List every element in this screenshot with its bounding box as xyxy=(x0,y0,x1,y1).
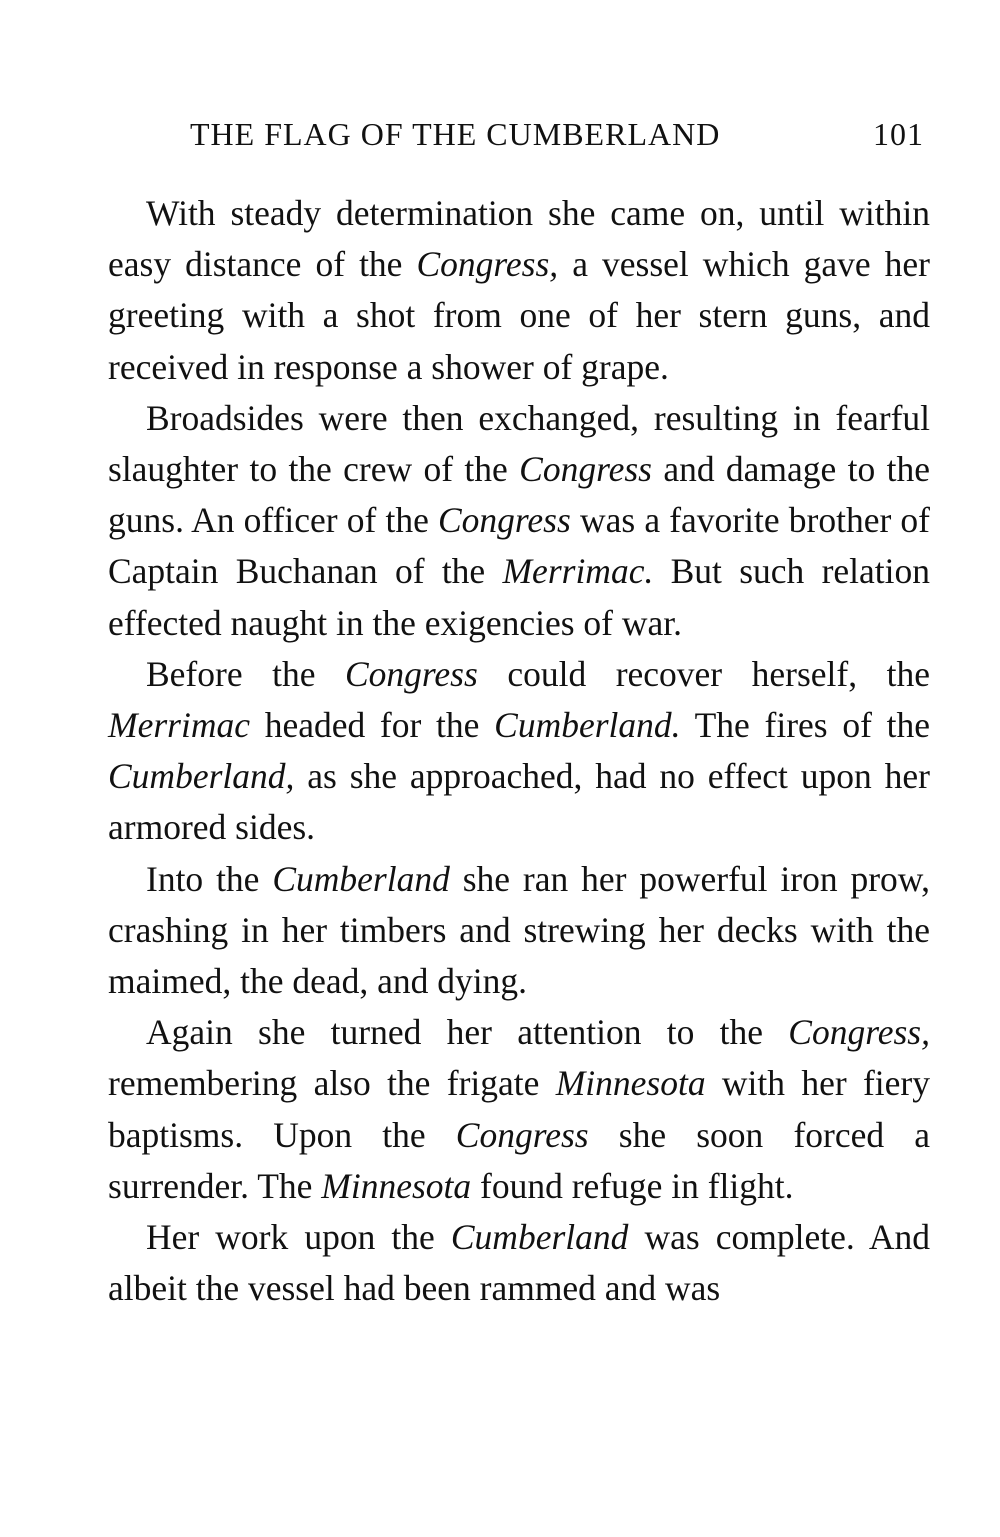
italic-ship-name: Cumberland xyxy=(272,858,450,899)
paragraph xyxy=(108,393,930,649)
text-run: Her work upon the xyxy=(146,1217,451,1258)
text-run: with her fiery baptisms. Upon the xyxy=(108,1063,930,1155)
text-run: was complete. And albeit the vessel had been rammed and was xyxy=(108,1217,930,1309)
text-run: With steady determination she came on, until within easy distance of the xyxy=(108,193,930,285)
text-run: could recover herself, the xyxy=(477,653,930,694)
text-run: she soon forced a surrender. The xyxy=(108,1114,930,1206)
text-run: Again she turned her attention to the xyxy=(146,1012,789,1053)
italic-ship-name: Congress xyxy=(455,1114,589,1155)
italic-ship-name: Minnesota xyxy=(555,1063,706,1104)
paragraph xyxy=(108,188,930,393)
italic-ship-name: Congress xyxy=(344,653,478,694)
running-head xyxy=(190,116,930,156)
italic-ship-name: Cumberland. xyxy=(494,705,681,746)
text-run: But such relation effected naught in the exigencies of war. xyxy=(108,551,930,643)
text-run: Before the xyxy=(146,653,345,694)
paragraph xyxy=(108,1212,930,1314)
paragraph xyxy=(108,1007,930,1212)
italic-ship-name: Congress, xyxy=(416,244,559,285)
italic-ship-name: Merrimac xyxy=(108,705,250,746)
italic-ship-name: Merrimac. xyxy=(502,551,654,592)
italic-ship-name: Cumberland xyxy=(450,1217,629,1258)
text-run: The fires of the xyxy=(680,705,930,746)
text-run: remembering also the frigate xyxy=(108,1063,556,1104)
text-run: as she approached, had no effect upon her armored sides. xyxy=(108,756,930,848)
italic-ship-name: Congress xyxy=(438,500,571,541)
italic-ship-name: Minnesota xyxy=(321,1165,472,1206)
text-run: a vessel which gave her greeting with a shot from one of her stern guns, and received in response a shower of grape. xyxy=(108,244,930,387)
text-run: she ran her powerful iron prow, crashing in her timbers and strewing her decks with the maimed, the dead, and dying. xyxy=(108,858,930,1002)
page-number: 101 xyxy=(873,116,924,152)
text-run: Into the xyxy=(146,858,273,899)
text-run: headed for the xyxy=(249,705,495,746)
paragraph xyxy=(108,649,930,854)
body-text xyxy=(108,188,930,1314)
paragraph xyxy=(108,854,930,1008)
text-run: and damage to the guns. An officer of the xyxy=(108,449,930,541)
italic-ship-name: Congress xyxy=(519,449,652,490)
text-run: Broadsides were then exchanged, resulting in fearful slaughter to the crew of the xyxy=(108,397,930,490)
italic-ship-name: Congress, xyxy=(788,1012,930,1053)
text-run: found refuge in flight. xyxy=(471,1165,794,1206)
text-run: was a favorite brother of Captain Buchanan of the xyxy=(108,500,930,592)
running-title: THE FLAG OF THE CUMBERLAND xyxy=(190,116,721,152)
italic-ship-name: Cumberland, xyxy=(108,756,295,797)
